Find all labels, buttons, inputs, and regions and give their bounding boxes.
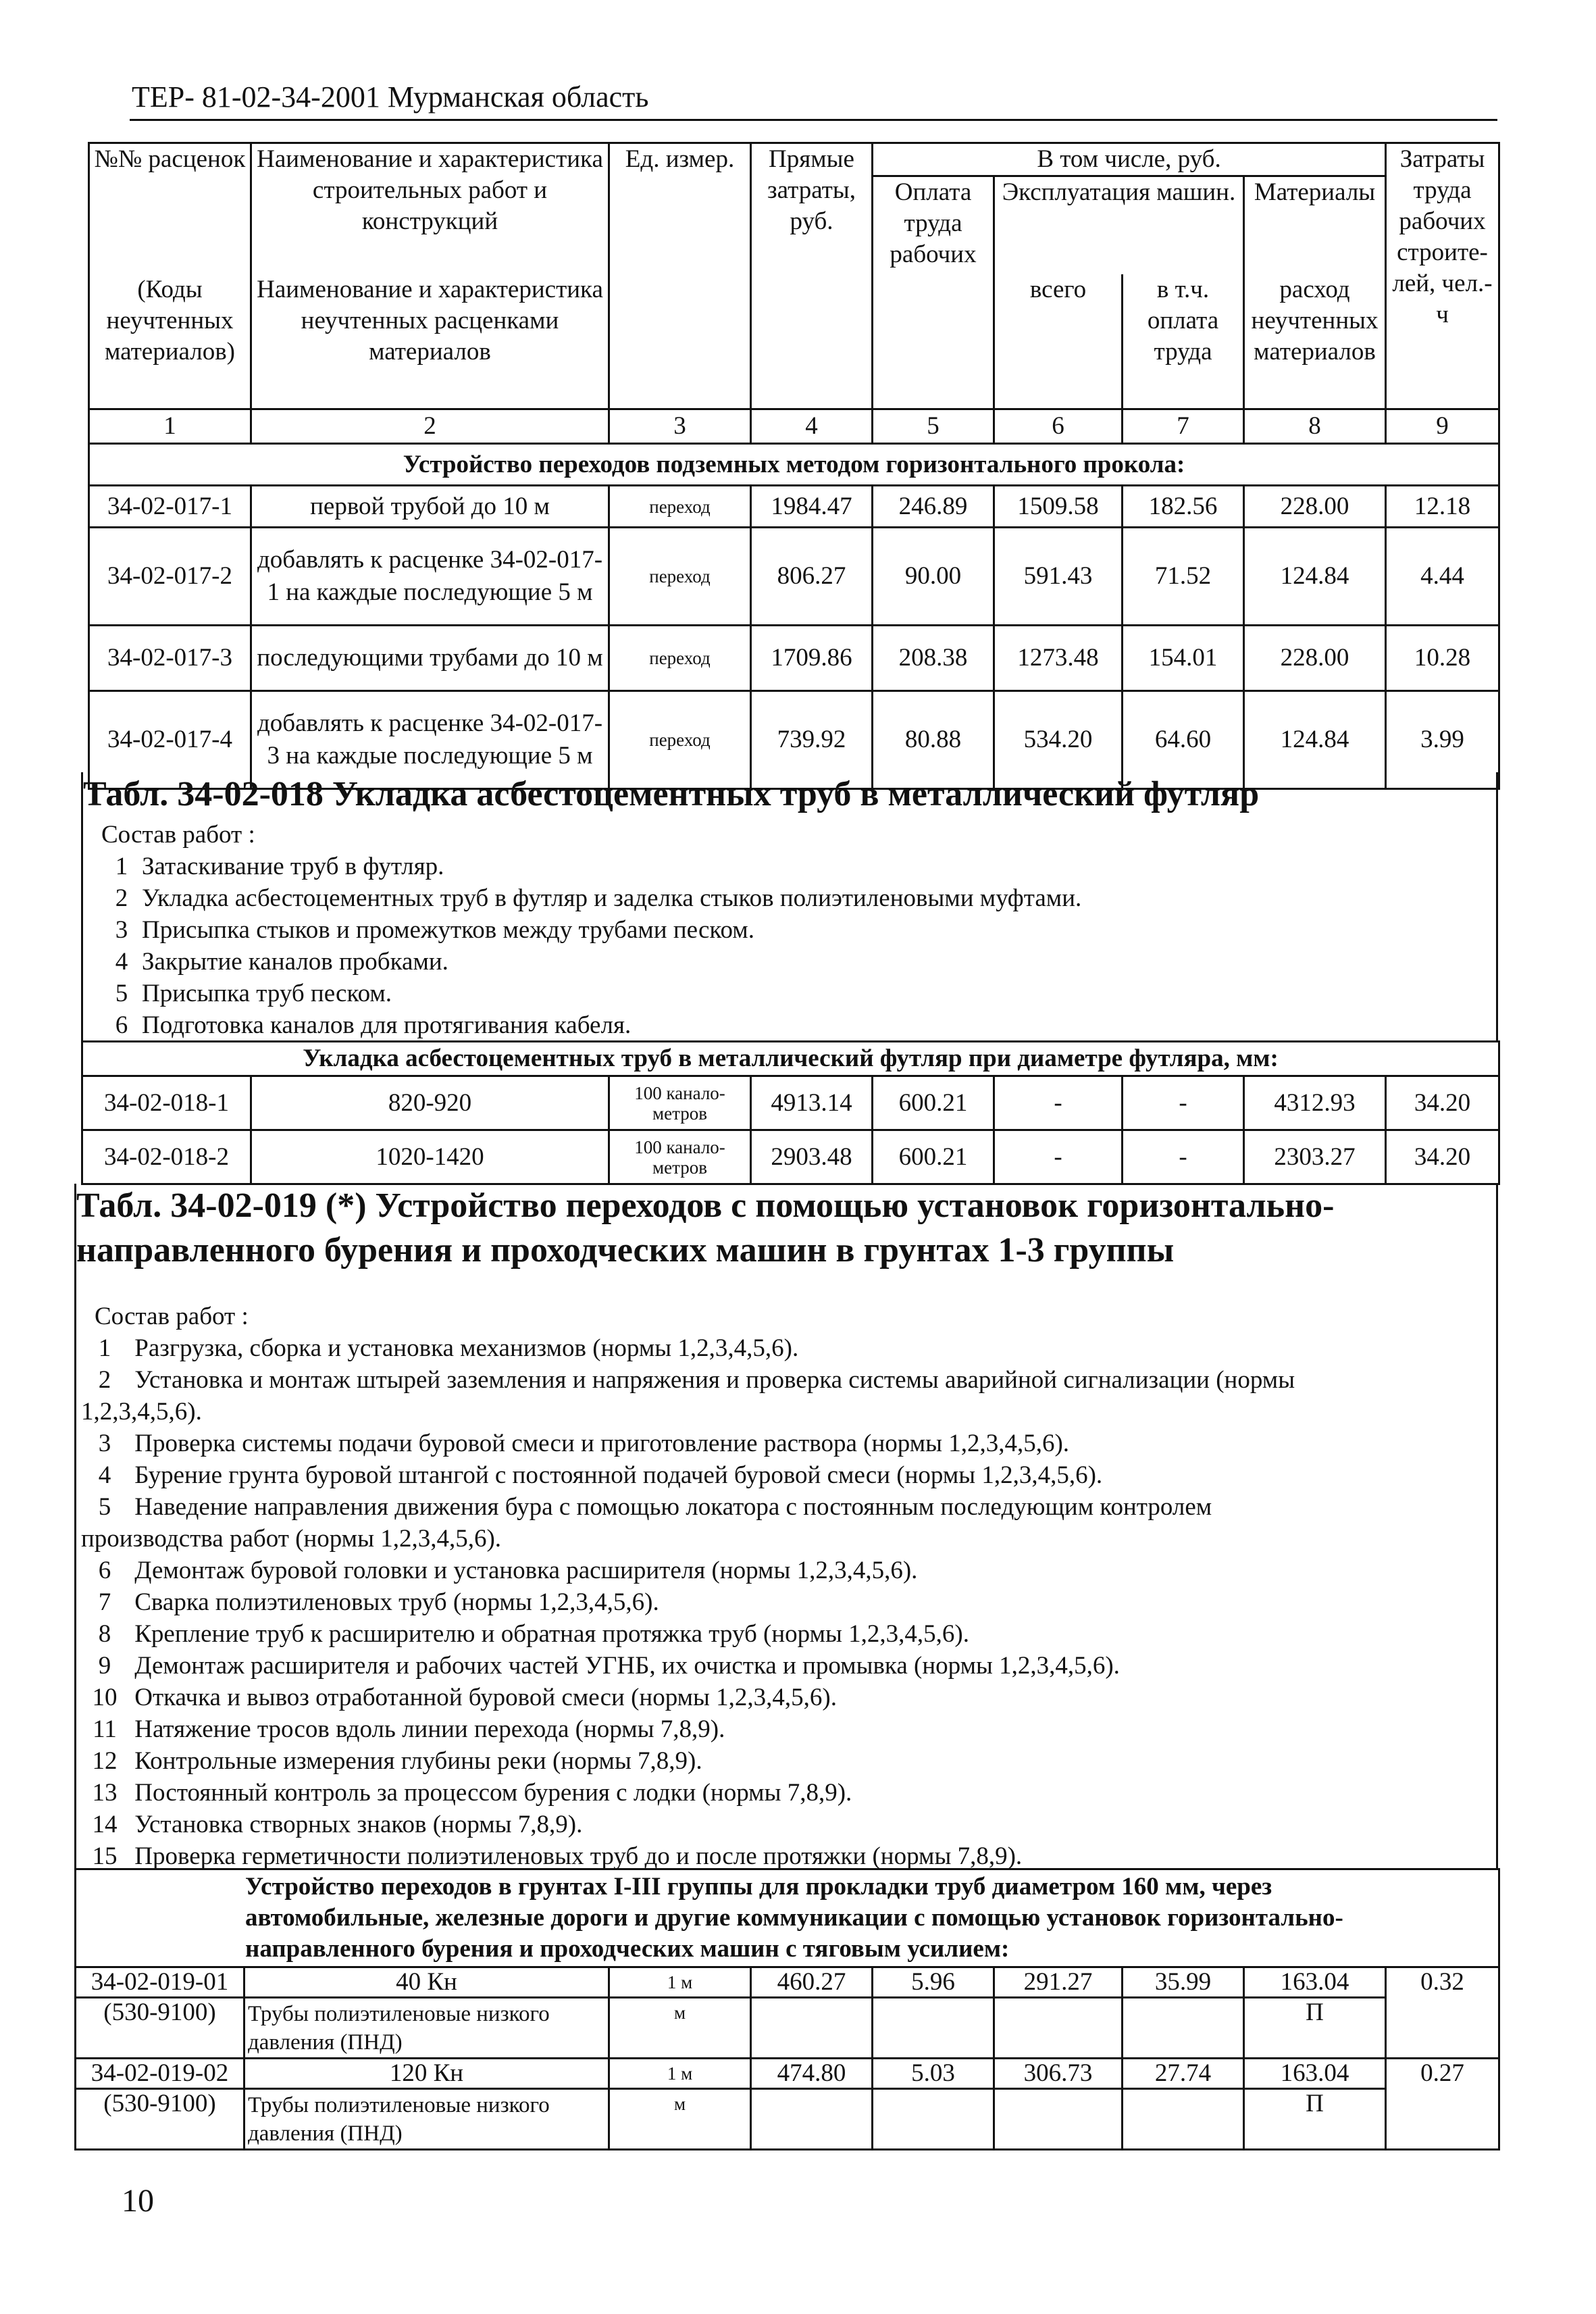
works-label: Состав работ :: [95, 1303, 249, 1330]
header-col8-top: Материалы: [1244, 176, 1386, 274]
direct-cost: 1709.86: [751, 626, 873, 691]
machine-labor-cost: 27.74: [1123, 2059, 1244, 2089]
labor-cost: 600.21: [873, 1076, 994, 1130]
material-unit: м: [609, 1998, 751, 2059]
header-col7: в т.ч. оплата труда: [1123, 274, 1244, 409]
labor-cost: 246.89: [873, 486, 994, 528]
material-name: Трубы полиэтиленовые низкого давления (ПНД): [244, 1998, 609, 2059]
material-cost: 228.00: [1244, 486, 1386, 528]
rate-code: 34-02-017-4: [89, 691, 251, 789]
table-row: [76, 2059, 1499, 2089]
labor-hours: 10.28: [1386, 626, 1499, 691]
labor-cost: 600.21: [873, 1130, 994, 1184]
rates-table-019: [74, 1868, 1500, 2150]
work-item: 6 Демонтаж буровой головки и установка расширителя (нормы 1,2,3,4,5,6).: [98, 1557, 918, 1584]
labor-hours: 0.32: [1386, 1967, 1499, 2059]
direct-cost: 739.92: [751, 691, 873, 789]
work-item-continued: производства работ (нормы 1,2,3,4,5,6).: [81, 1525, 502, 1553]
labor-hours: 4.44: [1386, 528, 1499, 626]
column-number: 8: [1244, 409, 1386, 444]
rate-name: 820-920: [251, 1076, 609, 1130]
table-row: [89, 528, 1499, 626]
work-item: 5 Наведение направления движения бура с помощью локатора с постоянным последующим контролем: [98, 1493, 1212, 1521]
table-row: [89, 486, 1499, 528]
table-row: [82, 1130, 1499, 1184]
header-col8-bottom: расход неучтенных материалов: [1244, 274, 1386, 409]
work-item: 1 Разгрузка, сборка и установка механизмов (нормы 1,2,3,4,5,6).: [98, 1334, 799, 1362]
header-col1-bottom: (Коды неучтенных материалов): [89, 274, 251, 409]
work-item: 10 Откачка и вывоз отработанной буровой смеси (нормы 1,2,3,4,5,6).: [92, 1684, 837, 1711]
rates-table-017: [88, 142, 1500, 790]
table-019-works: [81, 1301, 1295, 1872]
work-item: 3 Проверка системы подачи буровой смеси и приготовление раствора (нормы 1,2,3,4,5,6).: [98, 1430, 1070, 1457]
empty-cell: [873, 2089, 994, 2150]
rate-name: последующими трубами до 10 м: [251, 626, 609, 691]
section-title-017: Устройство переходов подземных методом горизонтального прокола:: [89, 444, 1499, 486]
rate-name: добавлять к расценке 34-02-017-1 на каждые последующие 5 м: [251, 528, 609, 626]
table-row: [76, 1967, 1499, 1998]
machine-cost: 591.43: [994, 528, 1123, 626]
work-item: 14 Установка створных знаков (нормы 7,8,9).: [92, 1811, 583, 1838]
rate-name: 120 Кн: [244, 2059, 609, 2089]
direct-cost: 806.27: [751, 528, 873, 626]
header-col1-top: №№ расценок: [89, 143, 251, 274]
table-row: [82, 1076, 1499, 1130]
machine-cost: 306.73: [994, 2059, 1123, 2089]
direct-cost: 4913.14: [751, 1076, 873, 1130]
empty-cell: [994, 2089, 1123, 2150]
rate-unit: переход: [609, 528, 751, 626]
header-group: В том числе, руб.: [873, 143, 1386, 176]
rate-code: 34-02-017-3: [89, 626, 251, 691]
work-item: 12 Контрольные измерения глубины реки (нормы 7,8,9).: [92, 1747, 702, 1775]
direct-cost: 474.80: [751, 2059, 873, 2089]
direct-cost: 2903.48: [751, 1130, 873, 1184]
section-title-019-line1: Устройство переходов в грунтах I-III группы для прокладки труб диаметром 160 мм, через: [245, 1873, 1272, 1901]
machine-labor-cost: 35.99: [1123, 1967, 1244, 1998]
machine-cost: 534.20: [994, 691, 1123, 789]
work-item: 5 Присыпка труб песком.: [115, 980, 392, 1007]
column-number: 1: [89, 409, 251, 444]
column-number: 5: [873, 409, 994, 444]
empty-cell: [1123, 1998, 1244, 2059]
section-title-018: Укладка асбестоцементных труб в металлический футляр при диаметре футляра, мм:: [82, 1042, 1499, 1076]
material-cost: 124.84: [1244, 691, 1386, 789]
labor-hours: 34.20: [1386, 1076, 1499, 1130]
column-number: 9: [1386, 409, 1499, 444]
rates-table-018: [81, 1040, 1500, 1185]
table-row: [89, 626, 1499, 691]
empty-cell: [873, 1998, 994, 2059]
rate-unit: 1 м: [609, 2059, 751, 2089]
machine-labor-cost: 71.52: [1123, 528, 1244, 626]
machine-cost: 291.27: [994, 1967, 1123, 1998]
column-number: 3: [609, 409, 751, 444]
rate-code: 34-02-019-01: [76, 1967, 244, 1998]
works-label: Состав работ :: [101, 821, 255, 849]
section-title-019: [76, 1869, 1499, 1967]
material-unit: м: [609, 2089, 751, 2150]
material-name: Трубы полиэтиленовые низкого давления (ПНД): [244, 2089, 609, 2150]
machine-labor-cost: -: [1123, 1076, 1244, 1130]
labor-cost: 5.96: [873, 1967, 994, 1998]
machine-labor-cost: 182.56: [1123, 486, 1244, 528]
labor-cost: 90.00: [873, 528, 994, 626]
material-code: (530-9100): [76, 2089, 244, 2150]
material-code: (530-9100): [76, 1998, 244, 2059]
rate-code: 34-02-017-1: [89, 486, 251, 528]
column-number: 2: [251, 409, 609, 444]
empty-cell: [994, 1998, 1123, 2059]
empty-cell: [751, 1998, 873, 2059]
work-item: 11 Натяжение тросов вдоль линии перехода (нормы 7,8,9).: [93, 1715, 725, 1743]
page-number: 10: [122, 2183, 154, 2219]
work-item: 1 Затаскивание труб в футляр.: [115, 853, 444, 880]
header-col3: Ед. измер.: [609, 143, 751, 409]
labor-cost: 5.03: [873, 2059, 994, 2089]
work-item: 3 Присыпка стыков и промежутков между трубами песком.: [115, 916, 754, 944]
labor-cost: 80.88: [873, 691, 994, 789]
rate-code: 34-02-019-02: [76, 2059, 244, 2089]
column-number: 4: [751, 409, 873, 444]
material-cost: 163.04: [1244, 1967, 1386, 1998]
header-divider: [130, 119, 1497, 121]
work-item: 9 Демонтаж расширителя и рабочих частей УГНБ, их очистка и промывка (нормы 1,2,3,4,5,6).: [98, 1652, 1120, 1680]
work-item: 13 Постоянный контроль за процессом бурения с лодки (нормы 7,8,9).: [92, 1779, 852, 1807]
header-col2-bottom: Наименование и характеристика неучтенных расценками материалов: [251, 274, 609, 409]
direct-cost: 460.27: [751, 1967, 873, 1998]
rate-name: первой трубой до 10 м: [251, 486, 609, 528]
work-item: 2 Установка и монтаж штырей заземления и напряжения и проверка системы аварийной сигнализации (нормы: [98, 1366, 1295, 1394]
header-col6: всего: [994, 274, 1123, 409]
machine-cost: 1509.58: [994, 486, 1123, 528]
labor-cost: 208.38: [873, 626, 994, 691]
rate-name: добавлять к расценке 34-02-017-3 на каждые последующие 5 м: [251, 691, 609, 789]
rate-name: 1020-1420: [251, 1130, 609, 1184]
section-title-019-line3: направленного бурения и проходческих машин с тяговым усилием:: [245, 1935, 1010, 1963]
work-item: 4 Закрытие каналов пробками.: [115, 948, 448, 976]
table-019-caption-line2: направленного бурения и проходческих машин в грунтах 1-3 группы: [76, 1231, 1175, 1269]
table-row-material: [76, 2089, 1499, 2150]
work-item: 15 Проверка герметичности полиэтиленовых труб до и после протяжки (нормы 7,8,9).: [92, 1842, 1023, 1870]
material-cost: 163.04: [1244, 2059, 1386, 2089]
work-item: 4 Бурение грунта буровой штангой с постоянной подачей буровой смеси (нормы 1,2,3,4,5,6).: [98, 1461, 1103, 1489]
rate-unit: переход: [609, 691, 751, 789]
column-number: 6: [994, 409, 1123, 444]
material-cost: 4312.93: [1244, 1076, 1386, 1130]
machine-cost: 1273.48: [994, 626, 1123, 691]
work-item-continued: 1,2,3,4,5,6).: [81, 1398, 202, 1426]
material-cost: 2303.27: [1244, 1130, 1386, 1184]
rate-unit: 100 канало-метров: [609, 1076, 751, 1130]
material-cost: 124.84: [1244, 528, 1386, 626]
rate-name: 40 Кн: [244, 1967, 609, 1998]
machine-labor-cost: 64.60: [1123, 691, 1244, 789]
table-018-works: [101, 819, 1081, 1041]
machine-labor-cost: 154.01: [1123, 626, 1244, 691]
labor-hours: 34.20: [1386, 1130, 1499, 1184]
labor-hours: 0.27: [1386, 2059, 1499, 2150]
header-col9: Затраты труда рабочих строите-лей, чел.-ч: [1386, 143, 1499, 409]
labor-hours: 12.18: [1386, 486, 1499, 528]
column-number: 7: [1123, 409, 1244, 444]
machine-cost: -: [994, 1076, 1123, 1130]
work-item: 2 Укладка асбестоцементных труб в футляр и заделка стыков полиэтиленовыми муфтами.: [115, 884, 1082, 912]
table-019-caption-line1: Табл. 34-02-019 (*) Устройство переходов с помощью установок горизонтально-: [76, 1186, 1335, 1225]
rate-unit: переход: [609, 486, 751, 528]
rate-unit: 100 канало-метров: [609, 1130, 751, 1184]
empty-cell: [1123, 2089, 1244, 2150]
section-title-019-line2: автомобильные, железные дороги и другие коммуникации с помощью установок горизонтально-: [245, 1904, 1343, 1932]
machine-labor-cost: -: [1123, 1130, 1244, 1184]
rate-code: 34-02-018-2: [82, 1130, 251, 1184]
material-cost: 228.00: [1244, 626, 1386, 691]
header-col5: Оплата труда рабочих: [873, 176, 994, 409]
machine-cost: -: [994, 1130, 1123, 1184]
document-header: ТЕР- 81-02-34-2001 Мурманская область: [132, 80, 649, 114]
work-item: 6 Подготовка каналов для протягивания кабеля.: [115, 1011, 632, 1039]
table-row-material: [76, 1998, 1499, 2059]
header-col2-top: Наименование и характеристика строительных работ и конструкций: [251, 143, 609, 274]
rate-unit: 1 м: [609, 1967, 751, 1998]
header-col67: Эксплуатация машин.: [994, 176, 1244, 274]
rate-code: 34-02-017-2: [89, 528, 251, 626]
material-consumption: П: [1244, 1998, 1386, 2059]
header-col4: Прямые затраты, руб.: [751, 143, 873, 409]
rate-code: 34-02-018-1: [82, 1076, 251, 1130]
material-consumption: П: [1244, 2089, 1386, 2150]
empty-cell: [751, 2089, 873, 2150]
work-item: 7 Сварка полиэтиленовых труб (нормы 1,2,3,4,5,6).: [98, 1588, 659, 1616]
work-item: 8 Крепление труб к расширителю и обратная протяжка труб (нормы 1,2,3,4,5,6).: [98, 1620, 969, 1648]
direct-cost: 1984.47: [751, 486, 873, 528]
rate-unit: переход: [609, 626, 751, 691]
table-018-caption: Табл. 34-02-018 Укладка асбестоцементных труб в металлический футляр: [83, 775, 1260, 813]
labor-hours: 3.99: [1386, 691, 1499, 789]
